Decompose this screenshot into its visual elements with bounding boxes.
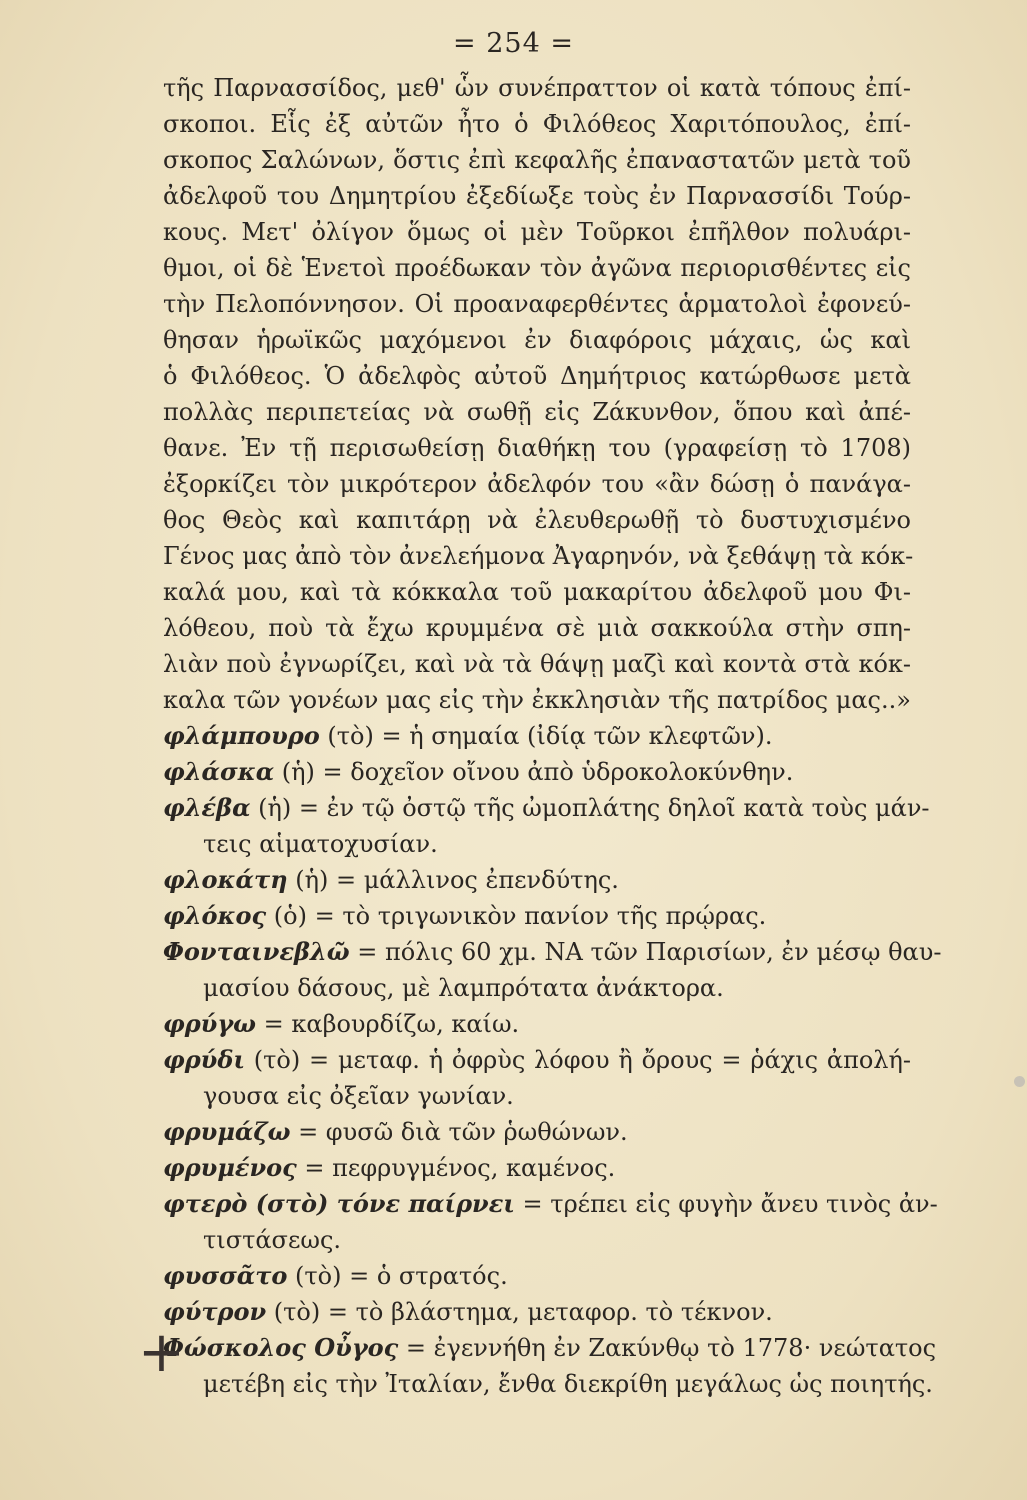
line-text: = φυσῶ διὰ τῶν ῥωθώνων.: [290, 1118, 628, 1146]
dictionary-entry-line: [163, 862, 911, 898]
dictionary-entry-line: [163, 1258, 911, 1294]
text-line: [163, 214, 911, 250]
line-text: τιστάσεως.: [203, 1226, 342, 1254]
dictionary-entry-line: [163, 1186, 938, 1222]
line-text: λιὰν ποὺ ἐγνωρίζει, καὶ νὰ τὰ θάψῃ μαζὶ καὶ κοντὰ στὰ κόκ-: [163, 650, 911, 678]
line-text: κους. Μετ' ὀλίγον ὅμως οἱ μὲν Τοῦρκοι ἐπῆλθον πολυάρι-: [163, 218, 911, 246]
line-text: μετέβη εἰς τὴν Ἰταλίαν, ἔνθα διεκρίθη μεγάλως ὡς ποιητής.: [203, 1370, 933, 1398]
line-text: ἐξορκίζει τὸν μικρότερον ἀδελφόν του «ἂν δώσῃ ὁ πανάγα-: [163, 470, 911, 498]
line-text: θμοι, οἱ δὲ Ἑνετοὶ προέδωκαν τὸν ἀγῶνα περιορισθέντες εἰς: [163, 254, 911, 282]
text-line: [163, 358, 911, 394]
line-text: (ἡ) = δοχεῖον οἴνου ἀπὸ ὑδροκολοκύνθην.: [274, 758, 794, 786]
line-text: (τὸ) = μεταφ. ἡ ὀφρὺς λόφου ἢ ὄρους = ῥάχις ἀπολή-: [244, 1046, 911, 1074]
text-line: [163, 502, 911, 538]
line-text: σκοπος Σαλώνων, ὅστις ἐπὶ κεφαλῆς ἐπαναστατῶν μετὰ τοῦ: [163, 146, 911, 174]
line-text: θησαν ἡρωϊκῶς μαχόμενοι ἐν διαφόροις μάχαις, ὡς καὶ: [163, 326, 911, 354]
text-line: [163, 538, 914, 574]
line-text: καλα τῶν γονέων μας εἰς τὴν ἐκκλησιὰν τῆς πατρίδος μας..»: [163, 686, 911, 714]
text-line: [163, 1078, 911, 1114]
text-line: [163, 286, 911, 322]
line-text: (ἡ) = ἐν τῷ ὀστῷ τῆς ὠμοπλάτης δηλοῖ κατὰ τοὺς μάν-: [250, 794, 930, 822]
text-line: [163, 430, 911, 466]
headword: φλόκος: [163, 901, 267, 930]
text-line: [163, 1222, 911, 1258]
text-line: [163, 142, 911, 178]
page-edge-dot: [1014, 1076, 1025, 1087]
line-text: = τρέπει εἰς φυγὴν ἄνευ τινὸς ἀν-: [514, 1190, 938, 1218]
line-text: πολλὰς περιπετείας νὰ σωθῇ εἰς Ζάκυνθον, ὅπου καὶ ἀπέ-: [163, 398, 911, 426]
text-line: [163, 322, 911, 358]
margin-cross-mark: +: [138, 1320, 185, 1385]
text-line: [163, 394, 911, 430]
dictionary-entry-line: [163, 934, 942, 970]
line-text: ἀδελφοῦ του Δημητρίου ἐξεδίωξε τοὺς ἐν Παρνασσίδι Τούρ-: [163, 182, 911, 210]
headword: Φώσκολος Οὖγος: [163, 1333, 399, 1362]
headword: φλέβα: [163, 793, 251, 822]
headword: φρυμένος: [163, 1153, 297, 1182]
headword: φλάμπουρο: [163, 721, 320, 750]
line-text: τῆς Παρνασσίδος, μεθ' ὧν συνέπραττον οἱ κατὰ τόπους ἐπί-: [163, 74, 911, 102]
line-text: = πόλις 60 χμ. ΝΑ τῶν Παρισίων, ἐν μέσῳ θαυ-: [349, 938, 942, 966]
dictionary-entry-line: [163, 898, 911, 934]
dictionary-entry-line: [163, 1042, 911, 1078]
text-line: [163, 646, 911, 682]
page-text: [163, 70, 942, 1402]
text-line: [163, 1366, 933, 1402]
line-text: (τὸ) = ὁ στρατός.: [287, 1262, 508, 1290]
headword: φύτρον: [163, 1297, 267, 1326]
headword: φυσσᾶτο: [163, 1261, 288, 1290]
line-text: = ἐγεννήθη ἐν Ζακύνθῳ τὸ 1778· νεώτατος: [398, 1334, 937, 1362]
line-text: θανε. Ἐν τῇ περισωθείσῃ διαθήκῃ του (γραφείσῃ τὸ 1708): [163, 434, 911, 462]
headword: φρύδι: [163, 1045, 245, 1074]
dictionary-entry-line: [163, 1330, 937, 1366]
headword: φλάσκα: [163, 757, 275, 786]
line-text: (ὁ) = τὸ τριγωνικὸν πανίον τῆς πρῴρας.: [266, 902, 767, 930]
headword: φρυμάζω: [163, 1117, 291, 1146]
line-text: λόθεου, ποὺ τὰ ἔχω κρυμμένα σὲ μιὰ σακκούλα στὴν σπη-: [163, 614, 911, 642]
headword: φτερὸ (στὸ) τόνε παίρνει: [163, 1189, 515, 1218]
text-line: [163, 682, 911, 718]
text-line: [163, 826, 911, 862]
line-text: = πεφρυγμένος, καμένος.: [296, 1154, 616, 1182]
line-text: σκοποι. Εἷς ἐξ αὐτῶν ἦτο ὁ Φιλόθεος Χαριτόπουλος, ἐπί-: [163, 110, 911, 138]
dictionary-entry-line: [163, 790, 930, 826]
text-line: [163, 466, 911, 502]
dictionary-entry-line: [163, 1114, 911, 1150]
line-text: τεις αἱματοχυσίαν.: [203, 830, 438, 858]
text-line: [163, 250, 911, 286]
text-line: [163, 70, 911, 106]
line-text: ὁ Φιλόθεος. Ὁ ἀδελφὸς αὐτοῦ Δημήτριος κατώρθωσε μετὰ: [163, 362, 911, 390]
dictionary-entry-line: [163, 718, 911, 754]
text-line: [163, 178, 911, 214]
line-text: (τὸ) = ἡ σημαία (ἰδίᾳ τῶν κλεφτῶν).: [319, 722, 773, 750]
dictionary-entry-line: [163, 1294, 911, 1330]
line-text: γουσα εἰς ὀξεῖαν γωνίαν.: [203, 1082, 514, 1110]
headword: φρύγω: [163, 1009, 257, 1038]
text-line: [163, 610, 911, 646]
dictionary-entry-line: [163, 754, 911, 790]
line-text: = καβουρδίζω, καίω.: [256, 1010, 520, 1038]
text-line: [163, 106, 911, 142]
line-text: τὴν Πελοπόννησον. Οἱ προαναφερθέντες ἁρματολοὶ ἐφονεύ-: [163, 290, 911, 318]
page-number: = 254 =: [453, 28, 574, 59]
line-text: καλά μου, καὶ τὰ κόκκαλα τοῦ μακαρίτου ἀδελφοῦ μου Φι-: [163, 578, 911, 606]
headword: Φονταινεβλῶ: [163, 937, 350, 966]
line-text: μασίου δάσους, μὲ λαμπρότατα ἀνάκτορα.: [203, 974, 724, 1002]
line-text: (ἡ) = μάλλινος ἐπενδύτης.: [287, 866, 619, 894]
line-text: (τὸ) = τὸ βλάστημα, μεταφορ. τὸ τέκνον.: [266, 1298, 773, 1326]
text-line: [163, 970, 911, 1006]
line-text: Γένος μας ἀπὸ τὸν ἀνελεήμονα Ἀγαρηνόν, νὰ ξεθάψῃ τὰ κόκ-: [163, 542, 914, 570]
headword: φλοκάτη: [163, 865, 288, 894]
dictionary-entry-line: [163, 1150, 911, 1186]
line-text: θος Θεὸς καὶ καπιτάρῃ νὰ ἐλευθερωθῇ τὸ δυστυχισμένο: [163, 506, 911, 534]
text-line: [163, 574, 911, 610]
dictionary-entry-line: [163, 1006, 911, 1042]
